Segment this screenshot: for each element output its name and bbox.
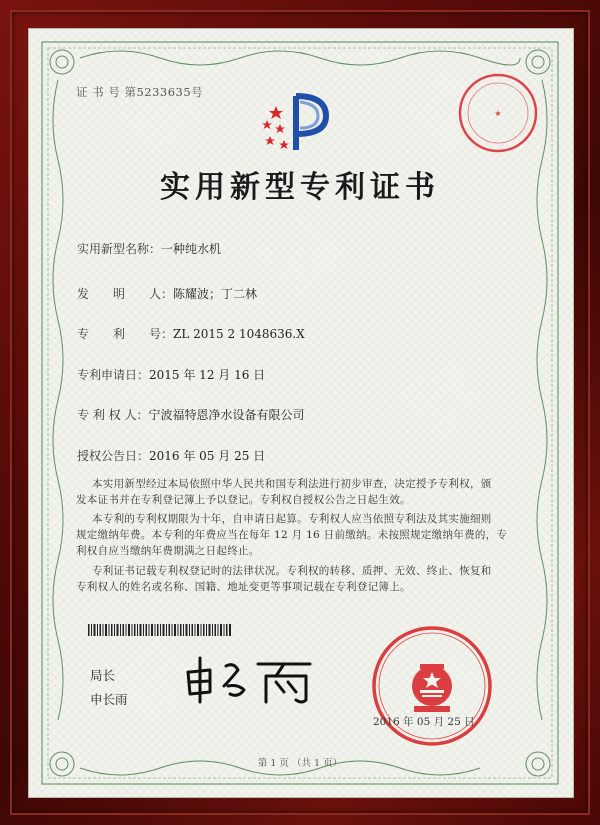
inventor-label: 发 明 人： [77,287,174,301]
paragraph-line: 本实用新型经过本局依照中华人民共和国专利法进行初步审查，决定授予专利权，颁 [92,478,492,490]
utility-model-name-field [77,240,221,257]
filing-date-label: 专利申请日： [77,368,150,382]
utility-model-name-value: 一种纯水机 [161,242,222,256]
patent-office-logo-icon [256,88,336,158]
official-seal-icon [362,624,502,754]
issue-date: 2016 年 05 月 25 日 [373,716,475,728]
patent-holder-value: 宁波福特恩净水设备有限公司 [148,408,305,422]
page-indicator: 第 1 页 （共 1 页） [257,758,343,769]
paragraph-line: 规定缴纳年费。本专利的年费应当在每年 12 月 16 日前缴纳。未按照规定缴纳年费的，专 [76,529,508,541]
paragraph-line: 专利证书记载专利权登记时的法律状况。专利权的转移、质押、无效、终止、恢复和 [92,565,492,577]
patent-holder-label: 专 利 权 人： [77,408,149,422]
inventor-value: 陈耀波；丁二林 [173,287,258,301]
patent-holder-field [77,406,304,423]
grant-date-field [77,447,265,464]
paragraph-line: 发本证书并在专利登记簿上予以登记。专利权自授权公告之日起生效。 [76,494,411,506]
filing-date-field [77,366,265,383]
director-title: 局长 [90,668,116,683]
patent-number-field [77,325,305,342]
paragraph-line: 专利权人的姓名或名称、国籍、地址变更等事项记载在专利登记簿上。 [76,581,411,593]
patent-number-value: ZL 2015 2 1048636.X [173,327,305,341]
svg-text:★: ★ [494,109,502,118]
inventor-field [77,285,257,302]
handwritten-signature [180,650,320,710]
utility-model-name-label: 实用新型名称： [77,242,162,256]
filing-date-value: 2015 年 12 月 16 日 [149,368,266,382]
certificate-title: 实用新型专利证书 [160,170,440,205]
barcode-icon [88,624,232,636]
patent-number-label: 专 利 号： [77,327,174,341]
grant-date-label: 授权公告日： [77,449,150,463]
agency-stamp-icon [457,72,539,154]
director-name: 申长雨 [90,692,128,707]
paragraph-line: 利权自应当缴纳年费期满之日起终止。 [76,545,260,557]
paragraph-line: 本专利的专利权期限为十年，自申请日起算。专利权人应当依照专利法及其实施细则 [92,513,492,525]
certificate-number: 证 书 号 第5233635号 [76,85,204,99]
grant-date-value: 2016 年 05 月 25 日 [149,449,266,463]
